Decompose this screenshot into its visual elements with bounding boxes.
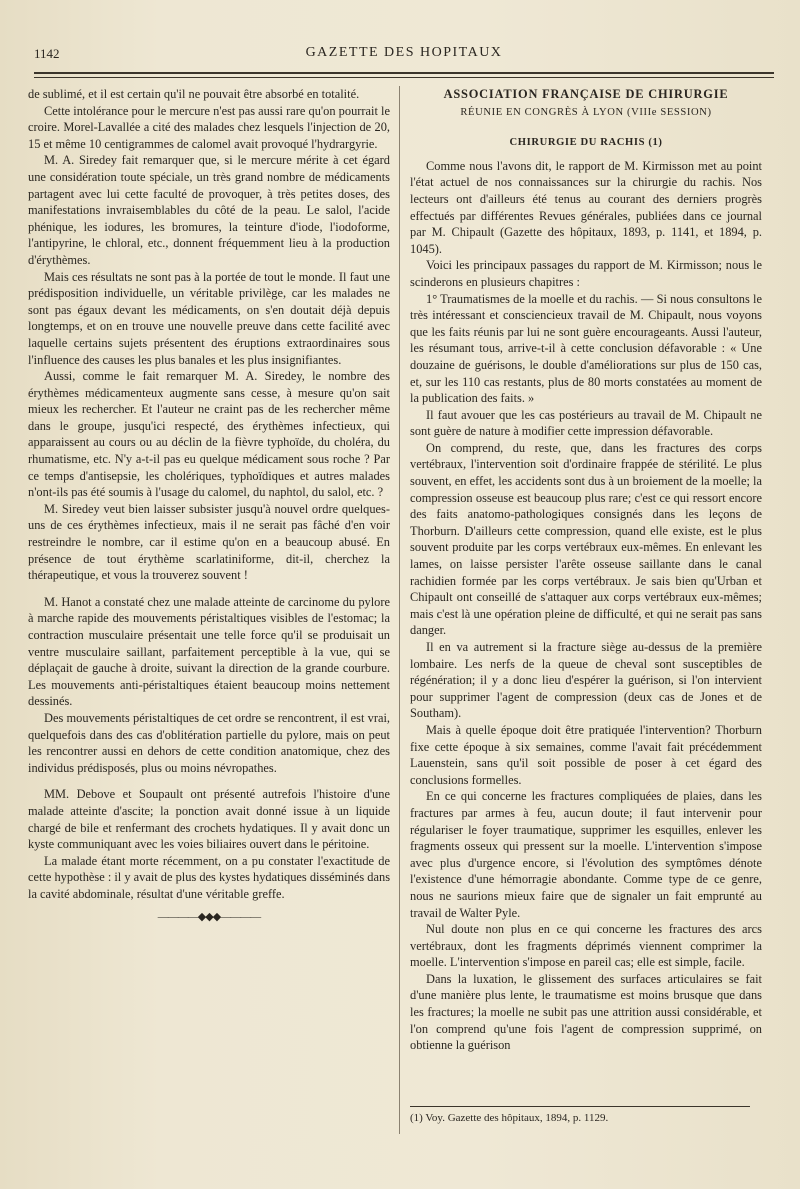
article-title: CHIRURGIE DU RACHIS (1) [509, 137, 663, 149]
paragraph: Il en va autrement si la fracture siège au-dessus de la première lombaire. Les nerfs de la queue de cheval sont susceptibles de régénération; il y a donc lieu d'espérer la guérison, si l'on intervient pour supprimer l'agent de compression (deux cas de Jones et de Southam). [410, 640, 762, 721]
left-column [28, 86, 390, 925]
paragraph: Aussi, comme le fait remarquer M. A. Siredey, le nombre des érythèmes médicamenteux augmente sans cesse, à mesure qu'on sait mieux les rechercher. Et l'auteur ne craint pas de les rechercher même dans le groupe, jusqu'ici respecté, des érythèmes infectieux, qui apparaissent au cours ou au déclin de la fièvre typhoïde, du choléra, du rhumatisme, etc. N'y a-t-il pas eu quelque médicament sous roche ? Par ce temps d'antisepsie, les cholériques, typhoïdiques et autres malades n'ont-ils pas été soumis à l'usage du calomel, du naphtol, du salol, etc. ? [28, 369, 390, 500]
paragraph: Dans la luxation, le glissement des surfaces articulaires se fait d'une manière plus lente, le traumatisme est moins brusque que dans les fractures; la moelle ne subit pas une attrition aussi considérable, et l'on comprend qu'une fois l'agent de compression supprimé, on obtienne la guérison [410, 971, 762, 1053]
paragraph: Mais ces résultats ne sont pas à la portée de tout le monde. Il faut une prédisposition individuelle, un véritable privilège, car les malades ne sont pas égaux devant les médicaments, on s'en doutait déjà depuis longtemps, et on en trouve une nouvelle preuve dans cette facilité avec laquelle certains sujets présentent des éruptions extraordinaires sous l'influence des causes les plus banales et les plus insignifiantes. [28, 269, 390, 367]
section-subtitle: RÉUNIE EN CONGRÈS À LYON (VIIIe SESSION) [460, 106, 712, 118]
header-rule [34, 72, 774, 74]
footnote: (1) Voy. Gazette des hôpitaux, 1894, p. 1129. [410, 1112, 609, 1124]
paragraph: M. Hanot a constaté chez une malade atteinte de carcinome du pylore à marche rapide des mouvements péristaltiques visibles de l'estomac; la contraction musculaire présentait une telle force qu'il se produisait un ventre musculaire saillant, parfaitement perceptible à la vue, qui se déplaçait de gauche à droite, suivant la direction de la grande courbure. Les mouvements anti-péristaltiques étaient beaucoup moins nettement dessinés. [28, 594, 390, 709]
paragraph: Mais à quelle époque doit être pratiquée l'intervention? Thorburn fixe cette époque à six semaines, comme l'avait fait précédemment Lauenstein, sans qu'il soit possible de poser à cet égard des conclusions formelles. [410, 722, 762, 787]
page-header [34, 44, 774, 64]
paragraph: M. A. Siredey fait remarquer que, si le mercure mérite à cet égard une considération toute spéciale, un très grand nombre de médicaments partagent avec lui cette faculté de provoquer, à très petites doses, des manifestations invraisemblables du côté de la peau. Le salol, l'acide phénique, les iodures, les bromures, la teinture d'iode, l'iodoforme, l'antipyrine, le chloral, etc., donnent fréquemment lieu à la production d'érythèmes. [28, 153, 390, 267]
paragraph: Voici les principaux passages du rapport de M. Kirmisson; nous le scinderons en plusieurs chapitres : [410, 258, 762, 289]
paragraph: On comprend, du reste, que, dans les fractures des corps vertébraux, l'intervention soit d'ordinaire frappée de stérilité. Le plus souvent, en effet, les accidents sont dus à un broiement de la moelle; la compression osseuse est beaucoup plus rare; c'est ce qui ressort encore des faits anatomo-pathologiques consignés dans les leçons de Thorburn. D'ailleurs cette compression, quand elle existe, est le plus souvent produite par les corps vertébraux eux-mêmes. En enlevant les lames, on laisse persister l'arête osseuse saillante dans le canal rachidien formée par les corps vertébraux. Je sais bien qu'Urban et Chipault ont conseillé de s'attaquer aux corps vertébraux eux-mêmes; mais c'est là une opération pleine de difficulté, et qui ne serait pas sans danger. [410, 440, 762, 638]
right-paragraphs [410, 158, 762, 1054]
paragraph: M. Siredey veut bien laisser subsister jusqu'à nouvel ordre quelques-uns de ces érythèmes infectieux, mais il ne serait pas fâché d'en voir restreindre le nombre, car il estime qu'on en a beaucoup abusé. En présence de tout érythème scarlatiniforme, dit-il, cherchez la thérapeutique, et vous la trouverez souvent ! [28, 501, 390, 583]
journal-title: GAZETTE DES HOPITAUX [305, 45, 503, 60]
paragraph: MM. Debove et Soupault ont présenté autrefois l'histoire d'une malade atteinte d'ascite; la ponction avait donné issue à un liquide chargé de bile et renfermant des crochets hydatiques. Il y avait donc un kyste communiquant avec les voies biliaires ouvert dans le péritoine. [28, 787, 390, 852]
column-separator [399, 86, 400, 1134]
section-title: ASSOCIATION FRANÇAISE DE CHIRURGIE [443, 87, 729, 101]
paragraph: Cette intolérance pour le mercure n'est pas aussi rare qu'on pourrait le croire. Morel-Lavallée a cité des malades chez lesquels l'injection de 20, 15 et même 10 centigrammes de calomel avait provoqué l'hydrargyrie. [28, 103, 390, 151]
paragraph: 1° Traumatismes de la moelle et du rachis. — Si nous consultons le très intéressant et consciencieux travail de M. Chipault, nous voyons que les faits réunis par lui ne sont guère encourageants. Aussi l'auteur, les résumant tous, arrive-t-il à cette conclusion défavorable : « Une douzaine de guérisons, le double d'améliorations sur plus de 150 cas, et, sur les 110 cas restants, plus de 80 morts constatées au moment de la publication des faits. » [410, 291, 762, 406]
right-column [410, 86, 762, 1054]
page-number: 1142 [34, 46, 60, 61]
end-ornament: ————◆◆◆———— [157, 910, 261, 923]
paragraph: de sublimé, et il est certain qu'il ne pouvait être absorbé en totalité. [28, 87, 360, 101]
paragraph: Comme nous l'avons dit, le rapport de M. Kirmisson met au point l'état actuel de nos connaissances sur la chirurgie du rachis. Nos lecteurs ont d'ailleurs été tenus au courant des derniers progrès effectués par différentes Revues générales, publiées dans ce journal par M. Chipault (Gazette des hôpitaux, 1893, p. 1141, et 1894, p. 1045). [410, 158, 762, 256]
section-gap [28, 584, 390, 594]
paragraph: Nul doute non plus en ce qui concerne les fractures des arcs vertébraux, dont les fragments déprimés viennent comprimer la moelle. L'intervention s'impose en pareil cas; elle est simple, facile. [410, 922, 762, 970]
paragraph: La malade étant morte récemment, on a pu constater l'exactitude de cette hypothèse : il y avait de plus des kystes hydatiques disséminés dans la cavité abdominale, résultat d'une véritable greffe. [28, 853, 391, 901]
paragraph: Des mouvements péristaltiques de cet ordre se rencontrent, il est vrai, quelquefois dans des cas d'oblitération partielle du pylore, mais on peut les rencontrer aussi en dehors de cette condition anatomique, chez des individus prédisposés, plus ou moins névropathes. [28, 710, 390, 775]
paragraph: Il faut avouer que les cas postérieurs au travail de M. Chipault ne sont guère de nature à modifier cette impression défavorable. [410, 407, 762, 439]
header-rule-thin [34, 77, 774, 78]
section-gap [28, 776, 390, 786]
paragraph: En ce qui concerne les fractures compliquées de plaies, dans les fractures par armes à feu, aucun doute; il faut intervenir pour régulariser le foyer traumatique, supprimer les esquilles, enlever les fragments osseux qui pressent sur la moelle. L'intervention s'impose avec plus d'urgence encore, si l'évolution des symptômes dénote l'existence d'une hémorragie abondante. Comme type de ce genre, nous ne saurions mieux faire que de signaler un fait emprunté au travail de Walter Pyle. [410, 789, 762, 920]
footnote-rule [410, 1106, 750, 1107]
